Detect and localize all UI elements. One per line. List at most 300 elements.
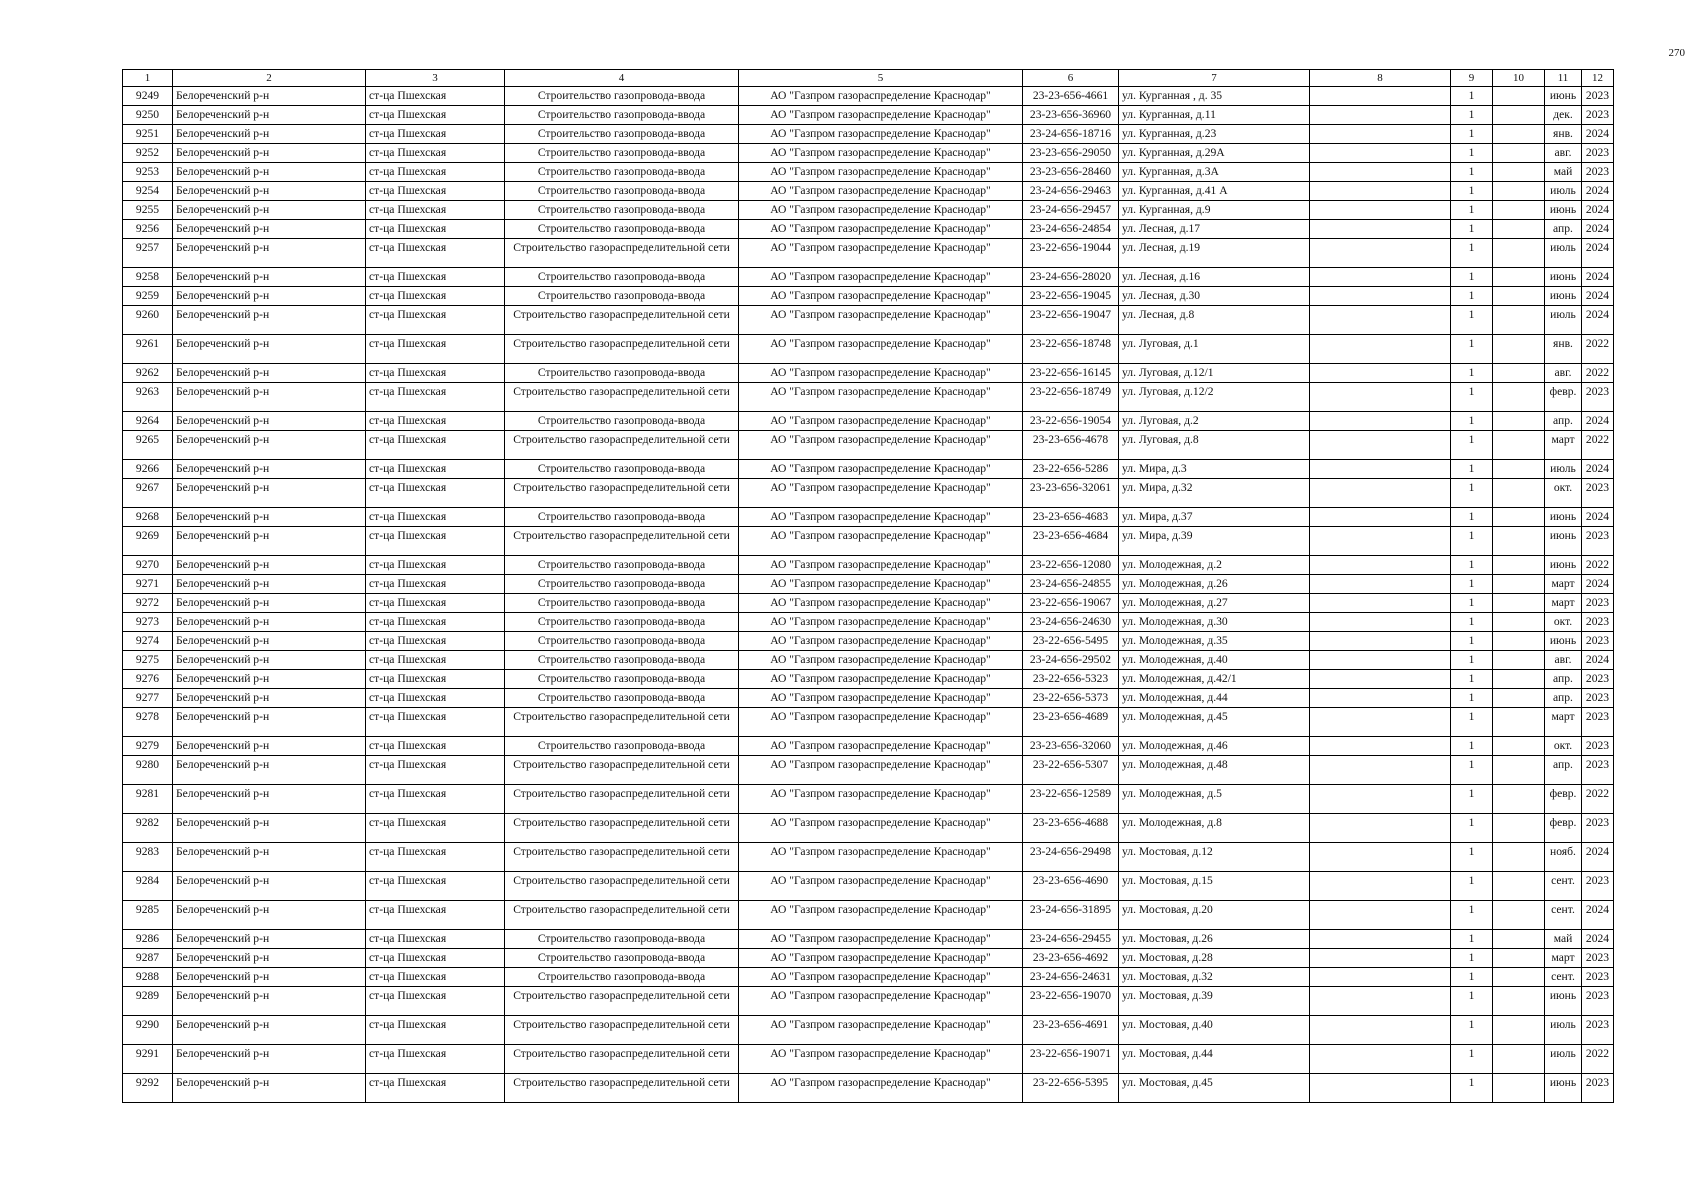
district-cell: Белореченский р-н — [173, 708, 366, 737]
month-cell: июнь — [1545, 556, 1582, 575]
work-type-cell: Строительство газопровода-ввода — [505, 287, 739, 306]
organization-cell: АО "Газпром газораспределение Краснодар" — [739, 1074, 1023, 1103]
year-cell: 2024 — [1582, 412, 1614, 431]
column-8-cell — [1310, 594, 1451, 613]
address-cell: ул. Молодежная, д.45 — [1119, 708, 1310, 737]
year-cell: 2023 — [1582, 1016, 1614, 1045]
column-8-cell — [1310, 987, 1451, 1016]
locality-cell: ст-ца Пшехская — [366, 268, 505, 287]
year-cell: 2022 — [1582, 335, 1614, 364]
work-type-cell: Строительство газораспределительной сети — [505, 527, 739, 556]
table-row — [123, 163, 1614, 182]
year-cell: 2024 — [1582, 651, 1614, 670]
district-cell: Белореченский р-н — [173, 930, 366, 949]
locality-cell: ст-ца Пшехская — [366, 814, 505, 843]
district-cell: Белореченский р-н — [173, 814, 366, 843]
column-10-cell — [1493, 239, 1545, 268]
year-cell: 2023 — [1582, 479, 1614, 508]
district-cell: Белореченский р-н — [173, 594, 366, 613]
locality-cell: ст-ца Пшехская — [366, 460, 505, 479]
address-cell: ул. Мостовая, д.40 — [1119, 1016, 1310, 1045]
work-type-cell: Строительство газопровода-ввода — [505, 508, 739, 527]
address-cell: ул. Лесная, д.30 — [1119, 287, 1310, 306]
work-type-cell: Строительство газопровода-ввода — [505, 182, 739, 201]
year-cell: 2023 — [1582, 383, 1614, 412]
table-row — [123, 556, 1614, 575]
work-type-cell: Строительство газопровода-ввода — [505, 949, 739, 968]
quantity-cell: 1 — [1451, 594, 1493, 613]
quantity-cell: 1 — [1451, 163, 1493, 182]
table-row — [123, 689, 1614, 708]
year-cell: 2023 — [1582, 594, 1614, 613]
quantity-cell: 1 — [1451, 201, 1493, 220]
row-number-cell: 9249 — [123, 87, 173, 106]
year-cell: 2022 — [1582, 1045, 1614, 1074]
column-8-cell — [1310, 968, 1451, 987]
quantity-cell: 1 — [1451, 575, 1493, 594]
column-8-cell — [1310, 268, 1451, 287]
month-cell: июль — [1545, 1045, 1582, 1074]
row-number-cell: 9279 — [123, 737, 173, 756]
quantity-cell: 1 — [1451, 1045, 1493, 1074]
column-10-cell — [1493, 756, 1545, 785]
table-row — [123, 144, 1614, 163]
code-cell: 23-22-656-5395 — [1023, 1074, 1119, 1103]
district-cell: Белореченский р-н — [173, 613, 366, 632]
district-cell: Белореченский р-н — [173, 383, 366, 412]
locality-cell: ст-ца Пшехская — [366, 182, 505, 201]
column-8-cell — [1310, 239, 1451, 268]
row-number-cell: 9260 — [123, 306, 173, 335]
locality-cell: ст-ца Пшехская — [366, 364, 505, 383]
column-8-cell — [1310, 144, 1451, 163]
year-cell: 2024 — [1582, 268, 1614, 287]
column-10-cell — [1493, 651, 1545, 670]
table-row — [123, 1045, 1614, 1074]
row-number-cell: 9290 — [123, 1016, 173, 1045]
year-cell: 2024 — [1582, 901, 1614, 930]
work-type-cell: Строительство газораспределительной сети — [505, 383, 739, 412]
quantity-cell: 1 — [1451, 708, 1493, 737]
district-cell: Белореченский р-н — [173, 1016, 366, 1045]
month-cell: июль — [1545, 1016, 1582, 1045]
code-cell: 23-22-656-12589 — [1023, 785, 1119, 814]
organization-cell: АО "Газпром газораспределение Краснодар" — [739, 785, 1023, 814]
address-cell: ул. Луговая, д.2 — [1119, 412, 1310, 431]
organization-cell: АО "Газпром газораспределение Краснодар" — [739, 527, 1023, 556]
organization-cell: АО "Газпром газораспределение Краснодар" — [739, 1016, 1023, 1045]
quantity-cell: 1 — [1451, 144, 1493, 163]
month-cell: окт. — [1545, 737, 1582, 756]
work-type-cell: Строительство газопровода-ввода — [505, 689, 739, 708]
address-cell: ул. Мостовая, д.39 — [1119, 987, 1310, 1016]
code-cell: 23-23-656-4684 — [1023, 527, 1119, 556]
organization-cell: АО "Газпром газораспределение Краснодар" — [739, 144, 1023, 163]
month-cell: февр. — [1545, 785, 1582, 814]
row-number-cell: 9276 — [123, 670, 173, 689]
organization-cell: АО "Газпром газораспределение Краснодар" — [739, 287, 1023, 306]
work-type-cell: Строительство газопровода-ввода — [505, 220, 739, 239]
column-10-cell — [1493, 287, 1545, 306]
month-cell: март — [1545, 431, 1582, 460]
quantity-cell: 1 — [1451, 182, 1493, 201]
column-10-cell — [1493, 144, 1545, 163]
row-number-cell: 9258 — [123, 268, 173, 287]
year-cell: 2023 — [1582, 670, 1614, 689]
column-10-cell — [1493, 930, 1545, 949]
column-header-5: 5 — [739, 70, 1023, 87]
column-10-cell — [1493, 364, 1545, 383]
quantity-cell: 1 — [1451, 508, 1493, 527]
district-cell: Белореченский р-н — [173, 182, 366, 201]
quantity-cell: 1 — [1451, 843, 1493, 872]
work-type-cell: Строительство газопровода-ввода — [505, 594, 739, 613]
organization-cell: АО "Газпром газораспределение Краснодар" — [739, 220, 1023, 239]
quantity-cell: 1 — [1451, 106, 1493, 125]
row-number-cell: 9263 — [123, 383, 173, 412]
work-type-cell: Строительство газораспределительной сети — [505, 872, 739, 901]
column-10-cell — [1493, 412, 1545, 431]
locality-cell: ст-ца Пшехская — [366, 575, 505, 594]
district-cell: Белореченский р-н — [173, 575, 366, 594]
locality-cell: ст-ца Пшехская — [366, 125, 505, 144]
column-8-cell — [1310, 613, 1451, 632]
address-cell: ул. Мира, д.39 — [1119, 527, 1310, 556]
work-type-cell: Строительство газопровода-ввода — [505, 460, 739, 479]
year-cell: 2023 — [1582, 872, 1614, 901]
work-type-cell: Строительство газораспределительной сети — [505, 1045, 739, 1074]
organization-cell: АО "Газпром газораспределение Краснодар" — [739, 872, 1023, 901]
locality-cell: ст-ца Пшехская — [366, 144, 505, 163]
quantity-cell: 1 — [1451, 689, 1493, 708]
column-8-cell — [1310, 901, 1451, 930]
locality-cell: ст-ца Пшехская — [366, 1074, 505, 1103]
row-number-cell: 9270 — [123, 556, 173, 575]
locality-cell: ст-ца Пшехская — [366, 383, 505, 412]
month-cell: июнь — [1545, 201, 1582, 220]
code-cell: 23-22-656-19045 — [1023, 287, 1119, 306]
quantity-cell: 1 — [1451, 737, 1493, 756]
address-cell: ул. Лесная, д.19 — [1119, 239, 1310, 268]
code-cell: 23-24-656-29455 — [1023, 930, 1119, 949]
quantity-cell: 1 — [1451, 268, 1493, 287]
table-row — [123, 479, 1614, 508]
table-row — [123, 575, 1614, 594]
column-8-cell — [1310, 306, 1451, 335]
column-8-cell — [1310, 1016, 1451, 1045]
column-10-cell — [1493, 479, 1545, 508]
work-type-cell: Строительство газораспределительной сети — [505, 756, 739, 785]
header-row — [123, 70, 1614, 87]
month-cell: сент. — [1545, 968, 1582, 987]
quantity-cell: 1 — [1451, 814, 1493, 843]
row-number-cell: 9277 — [123, 689, 173, 708]
table-row — [123, 239, 1614, 268]
code-cell: 23-24-656-31895 — [1023, 901, 1119, 930]
locality-cell: ст-ца Пшехская — [366, 335, 505, 364]
district-cell: Белореченский р-н — [173, 268, 366, 287]
table-row — [123, 785, 1614, 814]
table-row — [123, 287, 1614, 306]
year-cell: 2023 — [1582, 689, 1614, 708]
row-number-cell: 9255 — [123, 201, 173, 220]
code-cell: 23-23-656-28460 — [1023, 163, 1119, 182]
district-cell: Белореченский р-н — [173, 87, 366, 106]
column-10-cell — [1493, 737, 1545, 756]
column-8-cell — [1310, 431, 1451, 460]
code-cell: 23-22-656-19047 — [1023, 306, 1119, 335]
quantity-cell: 1 — [1451, 670, 1493, 689]
year-cell: 2024 — [1582, 575, 1614, 594]
work-type-cell: Строительство газораспределительной сети — [505, 901, 739, 930]
district-cell: Белореченский р-н — [173, 843, 366, 872]
work-type-cell: Строительство газораспределительной сети — [505, 1016, 739, 1045]
address-cell: ул. Луговая, д.8 — [1119, 431, 1310, 460]
organization-cell: АО "Газпром газораспределение Краснодар" — [739, 651, 1023, 670]
table-body — [123, 87, 1614, 1103]
year-cell: 2024 — [1582, 125, 1614, 144]
work-type-cell: Строительство газопровода-ввода — [505, 613, 739, 632]
column-8-cell — [1310, 412, 1451, 431]
work-type-cell: Строительство газораспределительной сети — [505, 479, 739, 508]
district-cell: Белореченский р-н — [173, 460, 366, 479]
address-cell: ул. Молодежная, д.46 — [1119, 737, 1310, 756]
quantity-cell: 1 — [1451, 412, 1493, 431]
organization-cell: АО "Газпром газораспределение Краснодар" — [739, 708, 1023, 737]
code-cell: 23-24-656-29457 — [1023, 201, 1119, 220]
address-cell: ул. Молодежная, д.44 — [1119, 689, 1310, 708]
district-cell: Белореченский р-н — [173, 431, 366, 460]
month-cell: февр. — [1545, 814, 1582, 843]
district-cell: Белореченский р-н — [173, 1045, 366, 1074]
locality-cell: ст-ца Пшехская — [366, 987, 505, 1016]
month-cell: апр. — [1545, 220, 1582, 239]
row-number-cell: 9286 — [123, 930, 173, 949]
work-type-cell: Строительство газораспределительной сети — [505, 335, 739, 364]
organization-cell: АО "Газпром газораспределение Краснодар" — [739, 556, 1023, 575]
organization-cell: АО "Газпром газораспределение Краснодар" — [739, 479, 1023, 508]
address-cell: ул. Молодежная, д.2 — [1119, 556, 1310, 575]
month-cell: апр. — [1545, 670, 1582, 689]
month-cell: авг. — [1545, 364, 1582, 383]
column-10-cell — [1493, 968, 1545, 987]
year-cell: 2023 — [1582, 708, 1614, 737]
organization-cell: АО "Газпром газораспределение Краснодар" — [739, 613, 1023, 632]
locality-cell: ст-ца Пшехская — [366, 106, 505, 125]
column-10-cell — [1493, 201, 1545, 220]
month-cell: май — [1545, 930, 1582, 949]
column-10-cell — [1493, 125, 1545, 144]
address-cell: ул. Мира, д.37 — [1119, 508, 1310, 527]
row-number-cell: 9250 — [123, 106, 173, 125]
row-number-cell: 9281 — [123, 785, 173, 814]
address-cell: ул. Молодежная, д.27 — [1119, 594, 1310, 613]
year-cell: 2022 — [1582, 431, 1614, 460]
locality-cell: ст-ца Пшехская — [366, 651, 505, 670]
locality-cell: ст-ца Пшехская — [366, 479, 505, 508]
column-8-cell — [1310, 125, 1451, 144]
district-cell: Белореченский р-н — [173, 106, 366, 125]
row-number-cell: 9282 — [123, 814, 173, 843]
row-number-cell: 9289 — [123, 987, 173, 1016]
year-cell: 2024 — [1582, 508, 1614, 527]
table-row — [123, 508, 1614, 527]
address-cell: ул. Мостовая, д.32 — [1119, 968, 1310, 987]
column-8-cell — [1310, 872, 1451, 901]
quantity-cell: 1 — [1451, 239, 1493, 268]
code-cell: 23-22-656-19067 — [1023, 594, 1119, 613]
year-cell: 2022 — [1582, 364, 1614, 383]
table-row — [123, 182, 1614, 201]
table-row — [123, 220, 1614, 239]
district-cell: Белореченский р-н — [173, 756, 366, 785]
locality-cell: ст-ца Пшехская — [366, 287, 505, 306]
quantity-cell: 1 — [1451, 364, 1493, 383]
district-cell: Белореченский р-н — [173, 670, 366, 689]
organization-cell: АО "Газпром газораспределение Краснодар" — [739, 125, 1023, 144]
locality-cell: ст-ца Пшехская — [366, 1045, 505, 1074]
locality-cell: ст-ца Пшехская — [366, 556, 505, 575]
year-cell: 2023 — [1582, 613, 1614, 632]
address-cell: ул. Курганная, д.29А — [1119, 144, 1310, 163]
column-8-cell — [1310, 479, 1451, 508]
quantity-cell: 1 — [1451, 949, 1493, 968]
year-cell: 2023 — [1582, 87, 1614, 106]
column-header-3: 3 — [366, 70, 505, 87]
row-number-cell: 9280 — [123, 756, 173, 785]
work-type-cell: Строительство газопровода-ввода — [505, 968, 739, 987]
row-number-cell: 9266 — [123, 460, 173, 479]
locality-cell: ст-ца Пшехская — [366, 930, 505, 949]
district-cell: Белореченский р-н — [173, 201, 366, 220]
column-header-4: 4 — [505, 70, 739, 87]
row-number-cell: 9265 — [123, 431, 173, 460]
table-row — [123, 201, 1614, 220]
address-cell: ул. Мира, д.3 — [1119, 460, 1310, 479]
organization-cell: АО "Газпром газораспределение Краснодар" — [739, 106, 1023, 125]
column-10-cell — [1493, 431, 1545, 460]
work-type-cell: Строительство газораспределительной сети — [505, 814, 739, 843]
work-type-cell: Строительство газораспределительной сети — [505, 306, 739, 335]
table-row — [123, 383, 1614, 412]
row-number-cell: 9268 — [123, 508, 173, 527]
column-8-cell — [1310, 651, 1451, 670]
district-cell: Белореченский р-н — [173, 632, 366, 651]
row-number-cell: 9284 — [123, 872, 173, 901]
district-cell: Белореченский р-н — [173, 785, 366, 814]
column-10-cell — [1493, 220, 1545, 239]
address-cell: ул. Мостовая, д.20 — [1119, 901, 1310, 930]
locality-cell: ст-ца Пшехская — [366, 594, 505, 613]
work-type-cell: Строительство газопровода-ввода — [505, 632, 739, 651]
district-cell: Белореченский р-н — [173, 737, 366, 756]
table-row — [123, 431, 1614, 460]
address-cell: ул. Молодежная, д.48 — [1119, 756, 1310, 785]
month-cell: апр. — [1545, 689, 1582, 708]
row-number-cell: 9292 — [123, 1074, 173, 1103]
table-row — [123, 872, 1614, 901]
table-row — [123, 814, 1614, 843]
year-cell: 2023 — [1582, 163, 1614, 182]
locality-cell: ст-ца Пшехская — [366, 87, 505, 106]
organization-cell: АО "Газпром газораспределение Краснодар" — [739, 575, 1023, 594]
address-cell: ул. Курганная, д.23 — [1119, 125, 1310, 144]
code-cell: 23-23-656-4689 — [1023, 708, 1119, 737]
quantity-cell: 1 — [1451, 87, 1493, 106]
row-number-cell: 9274 — [123, 632, 173, 651]
column-10-cell — [1493, 268, 1545, 287]
locality-cell: ст-ца Пшехская — [366, 756, 505, 785]
quantity-cell: 1 — [1451, 968, 1493, 987]
table-row — [123, 335, 1614, 364]
column-8-cell — [1310, 383, 1451, 412]
table-row — [123, 125, 1614, 144]
work-type-cell: Строительство газораспределительной сети — [505, 785, 739, 814]
column-8-cell — [1310, 930, 1451, 949]
column-10-cell — [1493, 632, 1545, 651]
code-cell: 23-22-656-5495 — [1023, 632, 1119, 651]
work-type-cell: Строительство газораспределительной сети — [505, 431, 739, 460]
code-cell: 23-23-656-4688 — [1023, 814, 1119, 843]
table-row — [123, 613, 1614, 632]
column-8-cell — [1310, 87, 1451, 106]
quantity-cell: 1 — [1451, 527, 1493, 556]
district-cell: Белореченский р-н — [173, 987, 366, 1016]
table-row — [123, 632, 1614, 651]
column-header-2: 2 — [173, 70, 366, 87]
year-cell: 2024 — [1582, 220, 1614, 239]
work-type-cell: Строительство газораспределительной сети — [505, 987, 739, 1016]
address-cell: ул. Мостовая, д.12 — [1119, 843, 1310, 872]
quantity-cell: 1 — [1451, 785, 1493, 814]
address-cell: ул. Мостовая, д.45 — [1119, 1074, 1310, 1103]
code-cell: 23-24-656-29498 — [1023, 843, 1119, 872]
row-number-cell: 9264 — [123, 412, 173, 431]
column-10-cell — [1493, 460, 1545, 479]
work-type-cell: Строительство газопровода-ввода — [505, 670, 739, 689]
code-cell: 23-23-656-32060 — [1023, 737, 1119, 756]
quantity-cell: 1 — [1451, 306, 1493, 335]
work-type-cell: Строительство газопровода-ввода — [505, 737, 739, 756]
row-number-cell: 9259 — [123, 287, 173, 306]
row-number-cell: 9272 — [123, 594, 173, 613]
quantity-cell: 1 — [1451, 613, 1493, 632]
month-cell: апр. — [1545, 756, 1582, 785]
organization-cell: АО "Газпром газораспределение Краснодар" — [739, 949, 1023, 968]
row-number-cell: 9252 — [123, 144, 173, 163]
code-cell: 23-23-656-4692 — [1023, 949, 1119, 968]
quantity-cell: 1 — [1451, 987, 1493, 1016]
organization-cell: АО "Газпром газораспределение Краснодар" — [739, 737, 1023, 756]
district-cell: Белореченский р-н — [173, 364, 366, 383]
year-cell: 2024 — [1582, 201, 1614, 220]
column-8-cell — [1310, 737, 1451, 756]
address-cell: ул. Мостовая, д.28 — [1119, 949, 1310, 968]
row-number-cell: 9283 — [123, 843, 173, 872]
column-header-6: 6 — [1023, 70, 1119, 87]
table-row — [123, 87, 1614, 106]
quantity-cell: 1 — [1451, 431, 1493, 460]
locality-cell: ст-ца Пшехская — [366, 239, 505, 268]
column-10-cell — [1493, 872, 1545, 901]
code-cell: 23-22-656-5323 — [1023, 670, 1119, 689]
table-row — [123, 843, 1614, 872]
quantity-cell: 1 — [1451, 930, 1493, 949]
column-10-cell — [1493, 843, 1545, 872]
district-cell: Белореченский р-н — [173, 335, 366, 364]
column-10-cell — [1493, 689, 1545, 708]
district-cell: Белореченский р-н — [173, 949, 366, 968]
